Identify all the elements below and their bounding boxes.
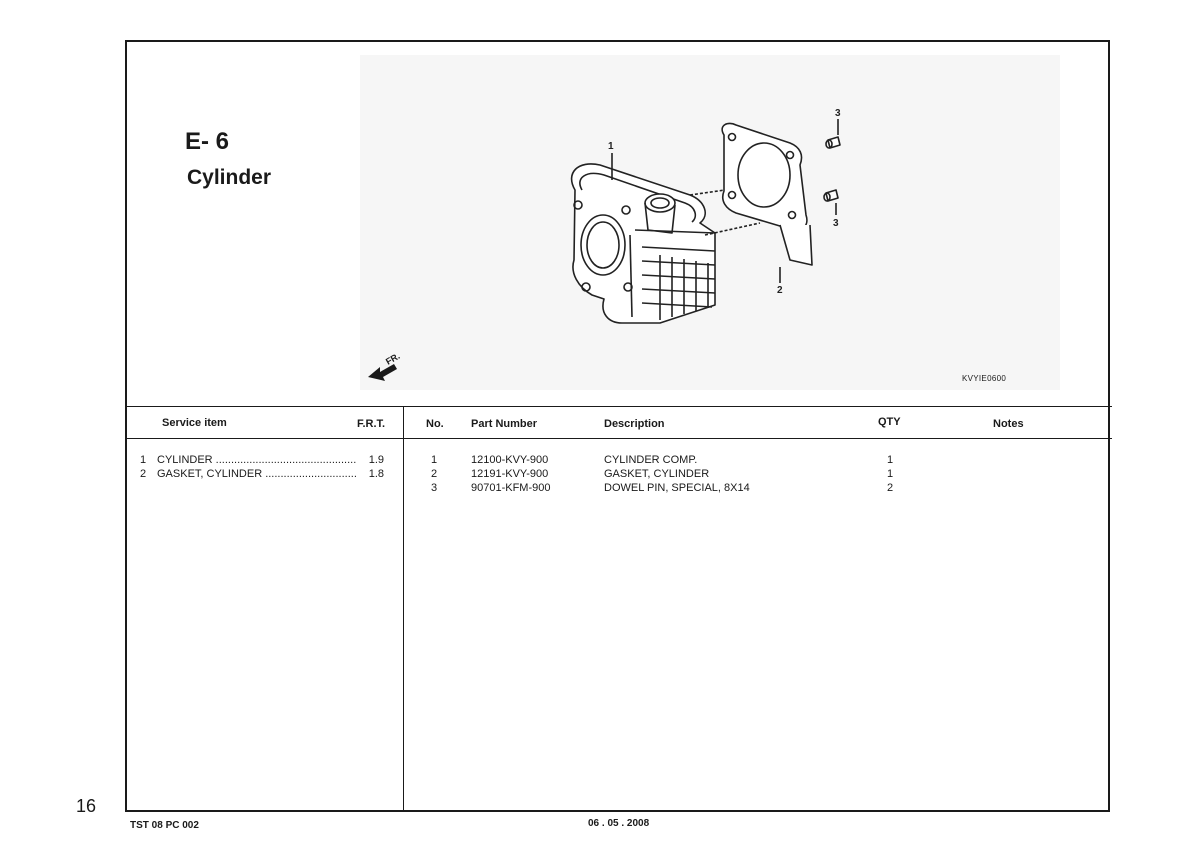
service-row-frt: 1.8 [368,468,384,480]
document-date: 06 . 05 . 2008 [588,818,650,829]
header-service-item: Service item [162,417,227,429]
part-row-qty: 1 [887,468,894,480]
header-qty: QTY [878,416,901,428]
part-row-part-number: 12191-KVY-900 [471,468,549,480]
front-marker-label: FR. [384,350,402,367]
part-row-qty: 1 [887,454,894,466]
page-number: 16 [76,796,97,816]
callout-3-bottom: 3 [833,218,839,229]
part-row-description: CYLINDER COMP. [604,454,698,466]
service-row [140,468,390,482]
diagram-code: KVYIE0600 [962,374,1007,383]
part-row-number: 2 [431,468,438,480]
cylinder-exploded-diagram [360,55,1060,390]
document-code: TST 08 PC 002 [130,820,199,831]
service-row-name: GASKET, CYLINDER ..... [157,468,356,480]
part-row-description: GASKET, CYLINDER [604,468,710,480]
section-title: Cylinder [187,166,272,189]
header-frt: F.R.T. [357,418,386,430]
service-row [140,454,390,468]
callout-1: 1 [608,141,614,152]
section-code: E- 6 [185,128,230,155]
callout-3-top: 3 [835,108,841,119]
part-row-qty: 2 [887,482,894,494]
service-row-number: 1 [140,454,147,466]
part-row-part-number: 12100-KVY-900 [471,454,549,466]
table-top-rule [126,406,1112,407]
header-description: Description [604,418,665,430]
part-row-part-number: 90701-KFM-900 [471,482,551,494]
part-row-description: DOWEL PIN, SPECIAL, 8X14 [604,482,750,494]
table-header-rule [126,438,1112,439]
callout-2: 2 [777,285,783,296]
service-row-name: CYLINDER ..... [157,454,356,466]
service-row-number: 2 [140,468,147,480]
header-no: No. [426,418,444,430]
service-row-frt: 1.9 [368,454,384,466]
header-notes: Notes [993,418,1024,430]
header-part-number: Part Number [471,418,538,430]
table-column-divider [403,406,404,812]
part-row-number: 3 [431,482,438,494]
part-row-number: 1 [431,454,438,466]
